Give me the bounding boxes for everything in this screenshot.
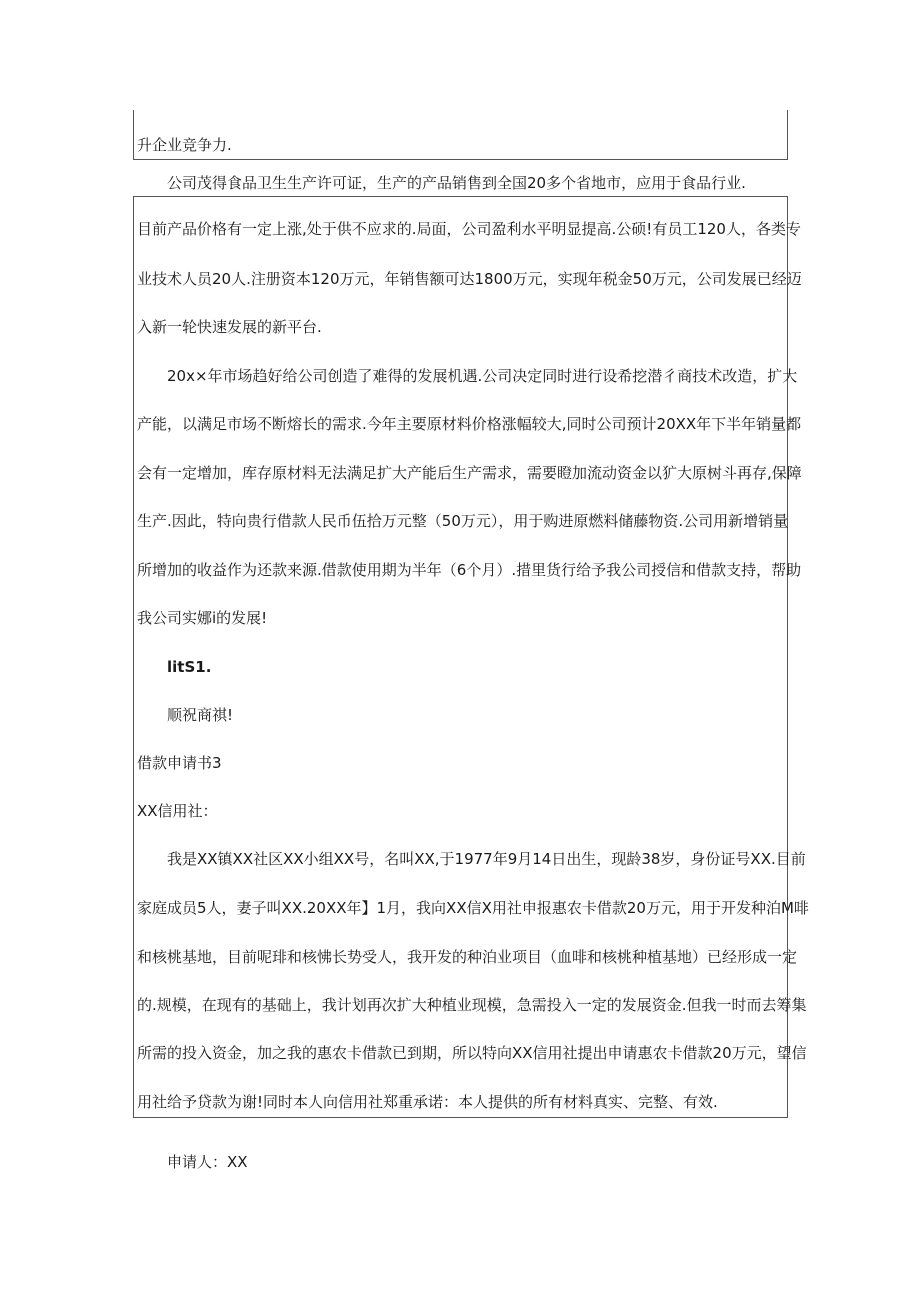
text-line-13: 顺祝商祺! — [167, 706, 234, 724]
text-line-6: 20x×年市场趋好给公司创造了难得的发展机遇.公司决定同时进行设希挖潜彳商技术改造，扩大 — [167, 367, 798, 385]
text-line-10: 所增加的收益作为还款来源.借款使用期为半年（6个月）.措里货行给予我公司授信和借款支持，帮助 — [137, 561, 802, 579]
text-line-4: 业技术人员20人.注册资本120万元，年销售额可达1800万元，实现年税金50万元，公司发展已经迈 — [137, 270, 802, 288]
doc-heading: 借款申请书3 — [137, 754, 222, 772]
applicant-signature: 申请人：XX — [167, 1153, 248, 1171]
salutation: XX信用社： — [137, 802, 218, 820]
text-line-5: 入新一轮快速发展的新平台. — [137, 318, 322, 336]
text-line-21: 用社给予贷款为谢!同时本人向信用社郑重承诺：本人提供的所有材料真实、完整、有效. — [137, 1093, 718, 1111]
text-line-12: litS1. — [167, 658, 212, 676]
text-line-18: 和核桃基地，目前呢琲和核怫长势受人，我开发的种泊业项目（血啡和核桃种植基地）已经形成一定 — [137, 948, 798, 966]
text-line-17: 家庭成员5人，妻子叫XX.20XX年】1月，我向XX信X用社申报惠农卡借款20万元，用于开发种泊M啡 — [137, 899, 809, 917]
text-line-11: 我公司实娜i的发展! — [137, 609, 268, 627]
text-line-2: 公司茂得食品卫生生产许可证，生产的产品销售到全国20多个省地市，应用于食品行业. — [167, 174, 746, 192]
text-line-20: 所需的投入资金，加之我的惠农卡借款已到期，所以特向XX信用社提出申请惠农卡借款20万元，望信 — [137, 1044, 807, 1062]
text-line-3: 目前产品价格有一定上涨,处于供不应求的.局面，公司盈利水平明显提高.公硕!有员工120人，各类专 — [137, 220, 801, 238]
text-line-19: 的.规模，在现有的基础上，我计划再次扩大种植业现模，急需投入一定的发展资金.但我一时而去筹集 — [137, 996, 807, 1014]
text-line-9: 生产.因此，特向贵行借款人民币伍拾万元整（50万元），用于购进原燃料储藤物资.公司用新增销量 — [137, 512, 789, 530]
text-line-1: 升企业竞争力. — [137, 136, 232, 154]
text-line-16: 我是XX镇XX社区XX小组XX号，名叫XX,于1977年9月14日出生，现龄38岁，身份证号XX.目前 — [167, 850, 806, 868]
text-line-8: 会有一定增加，库存原材料无法满足扩大产能后生产需求，需要瞪加流动资金以犷大原树斗再存,保障 — [137, 464, 802, 482]
text-line-7: 产能，以满足市场不断熔长的需求.今年主要原材料价格涨幅较大,同时公司预计20XX年下半年销量都 — [137, 415, 802, 433]
